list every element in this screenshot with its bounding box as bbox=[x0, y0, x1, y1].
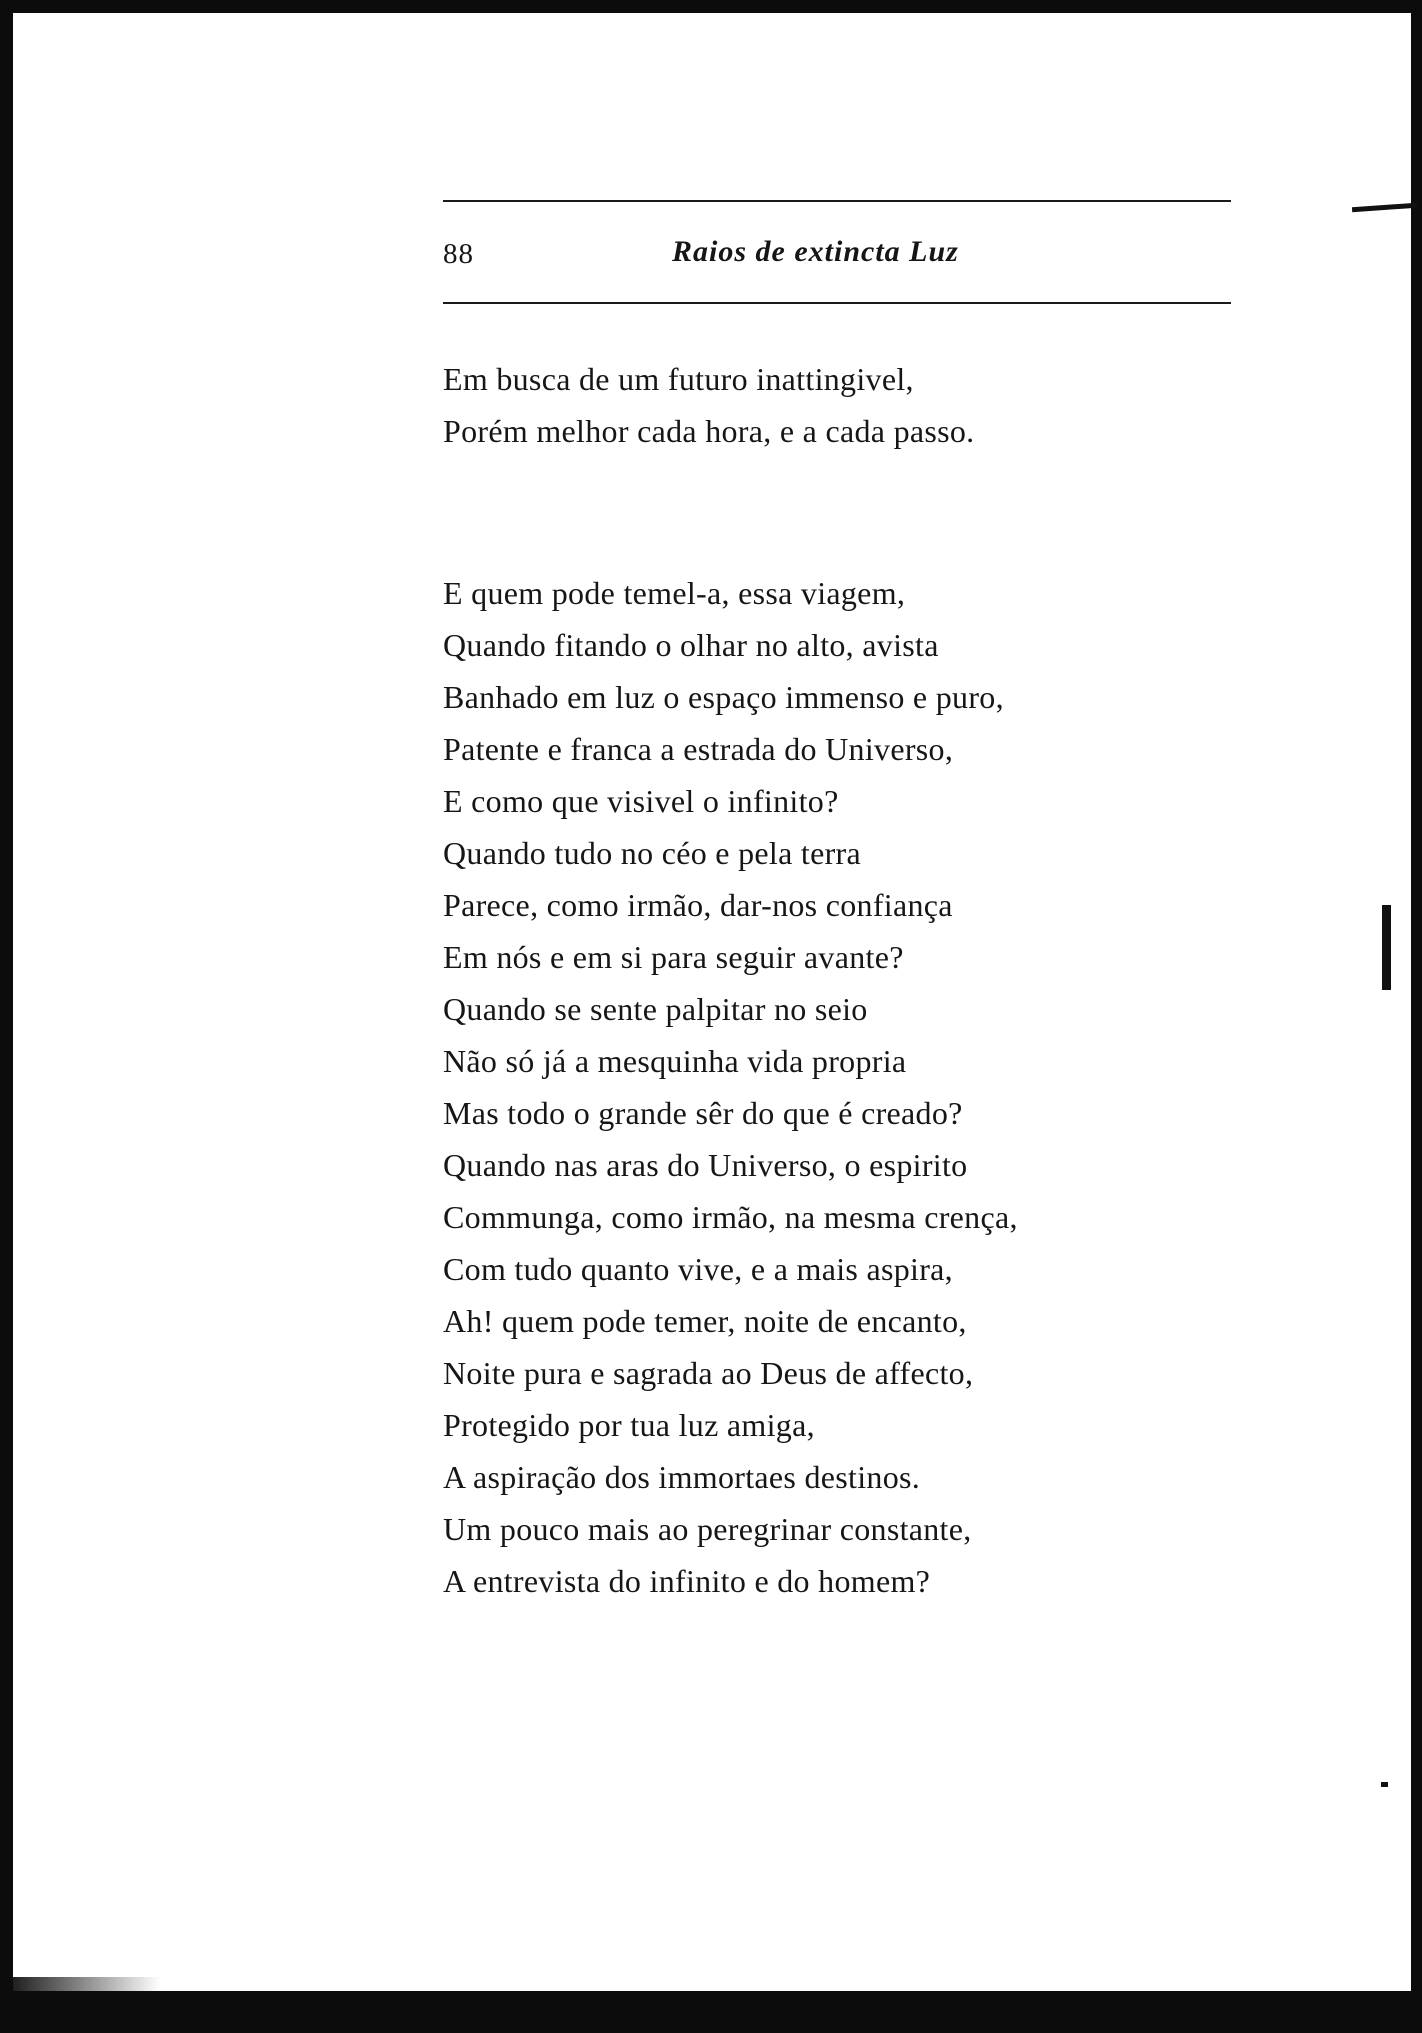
verse-line: Com tudo quanto vive, e a mais aspira, bbox=[443, 1251, 953, 1287]
page-number: 88 bbox=[443, 238, 474, 270]
scan-artifact-mark bbox=[1381, 1782, 1388, 1787]
verse-line: E como que visivel o infinito? bbox=[443, 783, 839, 819]
scan-border-shadow bbox=[0, 1977, 160, 1991]
header-rule-bottom bbox=[443, 302, 1231, 304]
running-title: Raios de extincta Luz bbox=[672, 235, 959, 268]
scan-artifact-mark bbox=[1352, 203, 1417, 213]
verse-line: Patente e franca a estrada do Universo, bbox=[443, 731, 954, 767]
verse-line: Noite pura e sagrada ao Deus de affecto, bbox=[443, 1355, 974, 1391]
verse-line: Ah! quem pode temer, noite de encanto, bbox=[443, 1303, 967, 1339]
verse-line: Em busca de um futuro inattingivel, bbox=[443, 361, 914, 397]
scan-border-top bbox=[0, 0, 1422, 13]
verse-line: Quando fitando o olhar no alto, avista bbox=[443, 627, 939, 663]
verse-line: Em nós e em si para seguir avante? bbox=[443, 939, 904, 975]
stanza bbox=[443, 567, 1163, 1607]
verse-line: Quando se sente palpitar no seio bbox=[443, 991, 868, 1027]
verse-line: Mas todo o grande sêr do que é creado? bbox=[443, 1095, 963, 1131]
scan-border-right bbox=[1411, 0, 1422, 2033]
verse-line: Não só já a mesquinha vida propria bbox=[443, 1043, 907, 1079]
verse-line: Communga, como irmão, na mesma crença, bbox=[443, 1199, 1018, 1235]
verse-line: A entrevista do infinito e do homem? bbox=[443, 1563, 931, 1599]
verse-line: Porém melhor cada hora, e a cada passo. bbox=[443, 413, 975, 449]
verse-line: Quando tudo no céo e pela terra bbox=[443, 835, 862, 871]
verse-line: Parece, como irmão, dar-nos confiança bbox=[443, 887, 953, 923]
scan-artifact-mark bbox=[1382, 905, 1391, 990]
verse-line: A aspiração dos immortaes destinos. bbox=[443, 1459, 921, 1495]
scan-border-bottom bbox=[0, 1991, 1422, 2033]
verse-line: Protegido por tua luz amiga, bbox=[443, 1407, 815, 1443]
verse-line: Um pouco mais ao peregrinar constante, bbox=[443, 1511, 972, 1547]
verse-line: Quando nas aras do Universo, o espirito bbox=[443, 1147, 968, 1183]
verse-line: E quem pode temel-a, essa viagem, bbox=[443, 575, 906, 611]
stanza bbox=[443, 353, 1163, 457]
scan-border-left bbox=[0, 0, 13, 2033]
verse-line: Banhado em luz o espaço immenso e puro, bbox=[443, 679, 1004, 715]
header-rule-top bbox=[443, 200, 1231, 202]
